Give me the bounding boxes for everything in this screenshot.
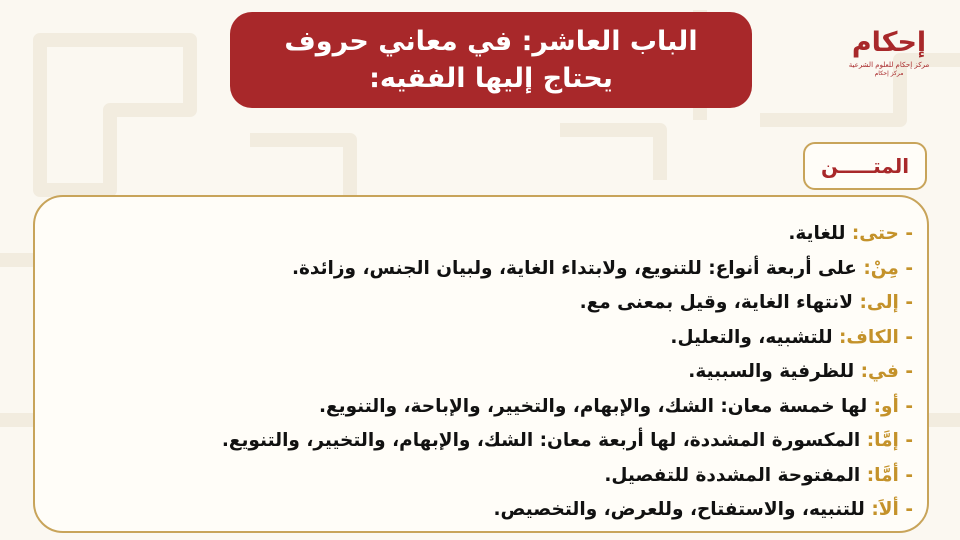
item-text: لها خمسة معان: الشك، والإبهام، والتخيير، والإباحة، والتنويع. — [318, 395, 868, 417]
item-term: في: — [860, 361, 899, 382]
chapter-title-banner — [230, 12, 752, 108]
chapter-title-line2: يحتاج إليها الفقيه: — [369, 63, 613, 94]
list-item — [63, 252, 913, 287]
item-term: أو: — [873, 395, 899, 417]
logo-subtitle: مركز إحكام للعلوم الشرعية — [848, 61, 930, 69]
item-dash: - — [905, 395, 913, 417]
item-term: مِنْ: — [863, 257, 899, 279]
item-dash: - — [905, 223, 913, 244]
item-text: لانتهاء الغاية، وقيل بمعنى مع. — [579, 292, 853, 313]
item-dash: - — [905, 326, 913, 348]
logo-wordmark: إحكام — [851, 27, 927, 58]
item-term: إلى: — [859, 292, 899, 313]
logo-tagline: مركز إحكام — [874, 70, 904, 77]
item-text: للظرفية والسببية. — [688, 361, 855, 382]
item-dash: - — [905, 499, 913, 520]
item-text: للتشبيه، والتعليل. — [670, 326, 833, 348]
item-dash: - — [905, 430, 913, 451]
chapter-title-line1: الباب العاشر: في معاني حروف — [284, 26, 698, 57]
section-label-text: المتـــــن — [820, 154, 910, 178]
item-term: حتى: — [851, 223, 899, 244]
list-item — [63, 286, 913, 321]
item-dash: - — [905, 361, 913, 382]
item-term: الكاف: — [838, 326, 899, 348]
list-item — [63, 493, 913, 528]
item-text: للتنبيه، والاستفتاح، وللعرض، والتخصيص. — [493, 499, 865, 520]
item-term: ألاَ: — [871, 499, 899, 520]
list-item — [63, 217, 913, 252]
item-text: للغاية. — [788, 223, 846, 244]
item-dash: - — [905, 257, 913, 279]
text-content-panel — [33, 195, 929, 533]
item-dash: - — [905, 292, 913, 313]
item-dash: - — [905, 464, 913, 486]
item-term: إمَّا: — [866, 430, 899, 451]
item-term: أمَّا: — [866, 464, 899, 486]
item-text: على أربعة أنواع: للتنويع، ولابتداء الغاية، ولبيان الجنس، وزائدة. — [291, 257, 857, 279]
list-item — [63, 321, 913, 356]
list-item — [63, 459, 913, 494]
list-item — [63, 355, 913, 390]
list-item — [63, 424, 913, 459]
item-text: المفتوحة المشددة للتفصيل. — [604, 464, 861, 486]
section-label-matn — [803, 142, 927, 190]
ihkam-logo — [848, 26, 930, 98]
item-text: المكسورة المشددة، لها أربعة معان: الشك، والإبهام، والتخيير، والتنويع. — [221, 430, 861, 451]
list-item — [63, 390, 913, 425]
